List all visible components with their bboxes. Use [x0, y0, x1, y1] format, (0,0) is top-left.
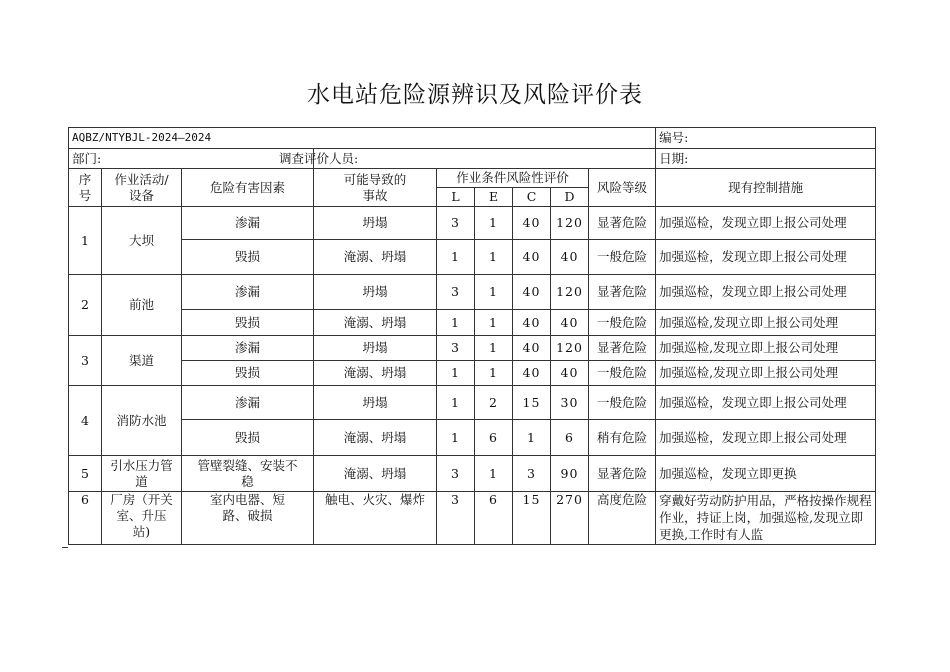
- cell-E: 1: [475, 275, 513, 310]
- cell-D: 120: [551, 336, 589, 361]
- cell-D: 6: [551, 420, 589, 456]
- cell-D: 90: [551, 456, 589, 492]
- cell-hazard: 渗漏: [182, 336, 314, 361]
- cell-D: 40: [551, 361, 589, 386]
- cell-D: 30: [551, 386, 589, 420]
- dept-row: [69, 149, 876, 169]
- cell-C: 40: [513, 207, 551, 240]
- cell-activity: 引水压力管道: [102, 456, 182, 492]
- header-hazard: 危险有害因素: [182, 169, 314, 207]
- cell-C: 3: [513, 456, 551, 492]
- cell-seq: 4: [69, 386, 102, 456]
- cell-L: 3: [437, 336, 475, 361]
- cell-control: 加强巡检,发现立即上报公司处理: [656, 336, 876, 361]
- cell-level: 一般危险: [589, 240, 656, 275]
- table-row: [69, 336, 876, 361]
- table-row: [69, 386, 876, 420]
- cell-hazard: 毁损: [182, 420, 314, 456]
- header-row-1: [69, 169, 876, 188]
- cell-D: 120: [551, 207, 589, 240]
- cell-L: 1: [437, 240, 475, 275]
- document-title: 水电站危险源辨识及风险评价表: [307, 82, 643, 108]
- cell-E: 2: [475, 386, 513, 420]
- header-L: L: [437, 188, 475, 207]
- cell-C: 15: [513, 386, 551, 420]
- cell-accident: 淹溺、坍塌: [314, 240, 437, 275]
- cell-seq: 5: [69, 456, 102, 492]
- cell-D: 40: [551, 240, 589, 275]
- date-field: 日期:: [656, 149, 876, 169]
- cell-D: 120: [551, 275, 589, 310]
- cell-control: 加强巡检，发现立即上报公司处理: [656, 275, 876, 310]
- cell-C: 1: [513, 420, 551, 456]
- header-seq: 序号: [69, 169, 102, 207]
- cell-C: 40: [513, 275, 551, 310]
- doc-code-row: [69, 128, 876, 149]
- cell-accident: 坍塌: [314, 275, 437, 310]
- cell-level: 稍有危险: [589, 420, 656, 456]
- table-row: [69, 492, 876, 545]
- table-row: [69, 310, 876, 336]
- surveyor-label: 调查评价人员:: [279, 150, 359, 166]
- control-text-clipped: 穿戴好劳动防护用品，严格按操作规程作业，持证上岗，加强巡检,发现立即更换,工作时有人监: [659, 493, 872, 542]
- cell-control: 加强巡检，发现立即上报公司处理: [656, 207, 876, 240]
- cell-C: 40: [513, 310, 551, 336]
- header-accident: 可能导致的事故: [314, 169, 437, 207]
- cell-seq: 3: [69, 336, 102, 386]
- cell-level: 显著危险: [589, 456, 656, 492]
- cell-control: 加强巡检，发现立即上报公司处理: [656, 386, 876, 420]
- cell-control: 加强巡检，发现立即更换: [656, 456, 876, 492]
- cell-seq: 1: [69, 207, 102, 275]
- cell-control: [656, 492, 876, 545]
- cell-hazard: 渗漏: [182, 275, 314, 310]
- cell-activity: 消防水池: [102, 386, 182, 456]
- header-control: 现有控制措施: [656, 169, 876, 207]
- cell-level: 高度危险: [589, 492, 656, 545]
- cell-accident: 坍塌: [314, 207, 437, 240]
- table-row: [69, 420, 876, 456]
- header-evaluation: 作业条件风险性评价: [437, 169, 589, 188]
- surveyor-field: [279, 149, 656, 169]
- cell-accident: 淹溺、坍塌: [314, 310, 437, 336]
- cell-control: 加强巡检,发现立即上报公司处理: [656, 361, 876, 386]
- cell-E: 1: [475, 456, 513, 492]
- cell-hazard: 毁损: [182, 310, 314, 336]
- cell-E: 1: [475, 336, 513, 361]
- cell-L: 1: [437, 420, 475, 456]
- cell-hazard: 管壁裂缝、安装不稳: [182, 456, 314, 492]
- table-row: [69, 456, 876, 492]
- cell-control: 加强巡检,发现立即上报公司处理: [656, 310, 876, 336]
- cell-L: 3: [437, 207, 475, 240]
- cell-E: 6: [475, 492, 513, 545]
- cell-accident: 坍塌: [314, 386, 437, 420]
- cell-activity: 前池: [102, 275, 182, 336]
- header-level: 风险等级: [589, 169, 656, 207]
- number-field: 编号:: [656, 128, 876, 149]
- cell-accident: 触电、火灾、爆炸: [314, 492, 437, 545]
- cell-L: 3: [437, 492, 475, 545]
- cell-E: 6: [475, 420, 513, 456]
- risk-assessment-table: [68, 127, 876, 545]
- cell-C: 15: [513, 492, 551, 545]
- header-E: E: [475, 188, 513, 207]
- cell-hazard: 渗漏: [182, 207, 314, 240]
- cell-C: 40: [513, 240, 551, 275]
- cell-accident: 淹溺、坍塌: [314, 420, 437, 456]
- cell-E: 1: [475, 207, 513, 240]
- header-C: C: [513, 188, 551, 207]
- cell-accident: 坍塌: [314, 336, 437, 361]
- cell-L: 3: [437, 275, 475, 310]
- cell-D: 40: [551, 310, 589, 336]
- cell-activity: 厂房（开关室、升压站): [102, 492, 182, 545]
- cell-L: 3: [437, 456, 475, 492]
- cell-level: 一般危险: [589, 361, 656, 386]
- dept-field: 部门:: [69, 149, 314, 169]
- cell-level: 显著危险: [589, 207, 656, 240]
- margin-mark: [62, 547, 68, 548]
- cell-seq: 6: [69, 492, 102, 545]
- cell-level: 显著危险: [589, 275, 656, 310]
- cell-activity: 渠道: [102, 336, 182, 386]
- cell-hazard: 室内电器、短路、破损: [182, 492, 314, 545]
- cell-L: 1: [437, 361, 475, 386]
- cell-activity: 大坝: [102, 207, 182, 275]
- cell-hazard: 毁损: [182, 361, 314, 386]
- cell-E: 1: [475, 310, 513, 336]
- table-row: [69, 275, 876, 310]
- cell-hazard: 渗漏: [182, 386, 314, 420]
- cell-D: 270: [551, 492, 589, 545]
- cell-seq: 2: [69, 275, 102, 336]
- table-row: [69, 207, 876, 240]
- table-row: [69, 361, 876, 386]
- cell-hazard: 毁损: [182, 240, 314, 275]
- cell-C: 40: [513, 361, 551, 386]
- cell-control: 加强巡检，发现立即上报公司处理: [656, 240, 876, 275]
- cell-accident: 淹溺、坍塌: [314, 361, 437, 386]
- cell-level: 显著危险: [589, 336, 656, 361]
- cell-E: 1: [475, 361, 513, 386]
- cell-E: 1: [475, 240, 513, 275]
- cell-accident: 淹溺、坍塌: [314, 456, 437, 492]
- cell-level: 一般危险: [589, 310, 656, 336]
- table-row: [69, 240, 876, 275]
- header-D: D: [551, 188, 589, 207]
- header-activity: 作业活动/设备: [102, 169, 182, 207]
- cell-control: 加强巡检，发现立即上报公司处理: [656, 420, 876, 456]
- cell-level: 一般危险: [589, 386, 656, 420]
- cell-C: 40: [513, 336, 551, 361]
- cell-L: 1: [437, 310, 475, 336]
- cell-L: 1: [437, 386, 475, 420]
- doc-code: AQBZ/NTYBJL-2024—2024: [69, 128, 656, 149]
